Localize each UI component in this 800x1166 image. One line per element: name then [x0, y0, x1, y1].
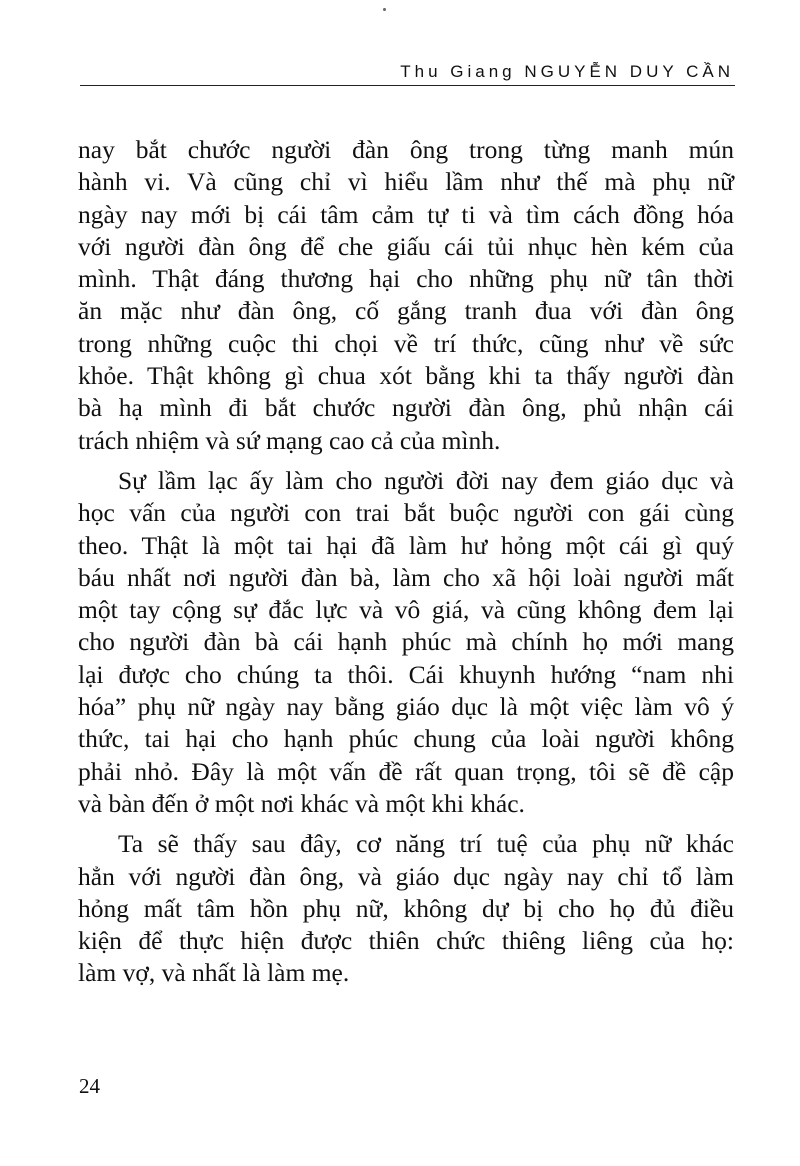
text-line: hẳn với người đàn ông, và giáo dục ngày nay chỉ tổ làm: [78, 861, 734, 891]
text-line: thức, tai hại cho hạnh phúc chung của loài người không: [78, 724, 734, 754]
header-rule: [80, 85, 735, 86]
text-line: và bàn đến ở một nơi khác và một khi khác.: [78, 788, 525, 818]
text-line: khỏe. Thật không gì chua xót bằng khi ta thấy người đàn: [78, 361, 734, 391]
text-line: bà hạ mình đi bắt chước người đàn ông, phủ nhận cái: [78, 393, 734, 423]
text-line: làm vợ, và nhất là làm mẹ.: [78, 958, 350, 988]
text-line: kiện để thực hiện được thiên chức thiêng liêng của họ:: [78, 926, 734, 956]
page-number: 24: [79, 1074, 100, 1098]
text-line: ăn mặc như đàn ông, cố gắng tranh đua với đàn ông: [78, 296, 734, 326]
text-line: trách nhiệm và sứ mạng cao cả của mình.: [78, 425, 501, 455]
text-line: học vấn của người con trai bắt buộc người con gái cùng: [78, 498, 734, 528]
paragraph-3: [78, 828, 734, 989]
scan-mark: [383, 8, 386, 11]
text-line: một tay cộng sự đắc lực và vô giá, và cũng không đem lại: [78, 595, 734, 625]
paragraph-1: [78, 134, 734, 457]
paragraph-2: [78, 465, 734, 820]
text-line: hỏng mất tâm hồn phụ nữ, không dự bị cho họ đủ điều: [78, 893, 734, 923]
text-line: phải nhỏ. Đây là một vấn đề rất quan trọng, tôi sẽ đề cập: [78, 756, 734, 786]
text-line: hành vi. Và cũng chỉ vì hiểu lầm như thế mà phụ nữ: [78, 167, 734, 197]
text-line: báu nhất nơi người đàn bà, làm cho xã hội loài người mất: [78, 562, 734, 592]
text-line: Ta sẽ thấy sau đây, cơ năng trí tuệ của phụ nữ khác: [118, 829, 734, 859]
text-line: hóa” phụ nữ ngày nay bằng giáo dục là một việc làm vô ý: [78, 692, 734, 722]
text-line: theo. Thật là một tai hại đã làm hư hỏng một cái gì quý: [78, 530, 734, 560]
text-line: trong những cuộc thi chọi về trí thức, cũng như về sức: [78, 328, 734, 358]
text-line: ngày nay mới bị cái tâm cảm tự ti và tìm cách đồng hóa: [78, 199, 734, 229]
running-header: Thu Giang NGUYỄN DUY CẦN: [400, 62, 734, 81]
text-line: nay bắt chước người đàn ông trong từng manh mún: [78, 135, 734, 164]
text-line: mình. Thật đáng thương hại cho những phụ nữ tân thời: [78, 264, 734, 294]
text-line: Sự lầm lạc ấy làm cho người đời nay đem giáo dục và: [118, 465, 734, 495]
body-text: [78, 134, 734, 990]
text-line: cho người đàn bà cái hạnh phúc mà chính họ mới mang: [78, 627, 734, 657]
text-line: lại được cho chúng ta thôi. Cái khuynh hướng “nam nhi: [78, 659, 734, 689]
text-line: với người đàn ông để che giấu cái tủi nhục hèn kém của: [78, 231, 734, 261]
